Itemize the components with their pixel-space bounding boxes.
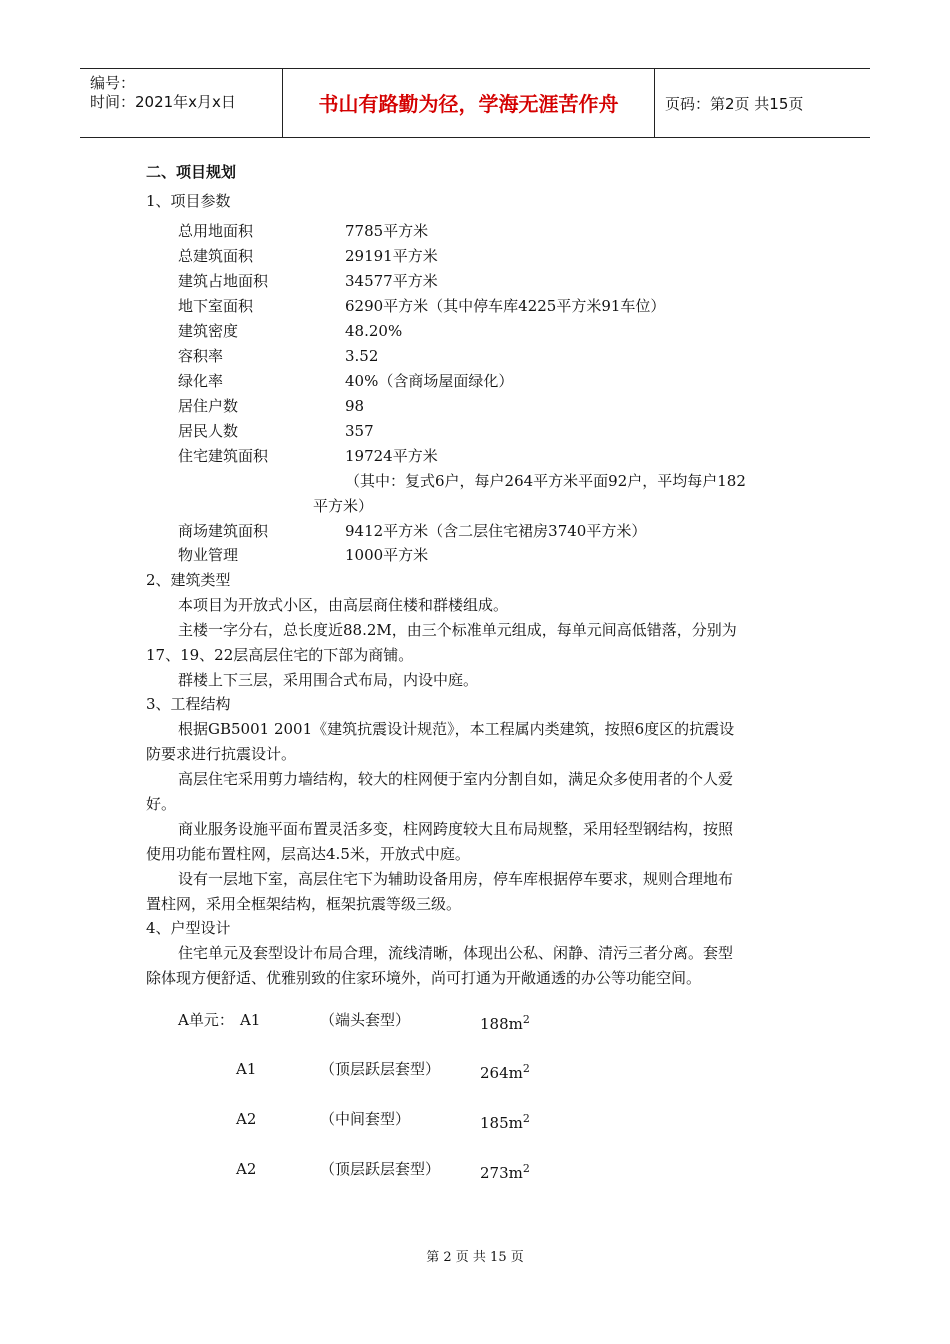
paragraph: 群楼上下三层，采用围合式布局，内设中庭。 (178, 671, 479, 689)
paragraph: 本项目为开放式小区，由高层商住楼和群楼组成。 (178, 596, 509, 614)
unit-area-exponent: 2 (522, 1162, 530, 1175)
paragraph: 根据GB5001 2001《建筑抗震设计规范》，本工程属内类建筑，按照6度区的抗震设 (178, 720, 735, 738)
unit-code: A1 (236, 1060, 257, 1078)
unit-area-value: 264m (480, 1064, 523, 1082)
param-name: 建筑占地面积 (178, 272, 269, 290)
param-value: 3.52 (345, 347, 379, 365)
subsection-title-building-type: 2、建筑类型 (146, 571, 231, 589)
param-value: 6290平方米（其中停车库4225平方米91车位） (345, 297, 666, 315)
page-footer: 第 2 页 共 15 页 (426, 1250, 524, 1265)
subsection-title-unit-design: 4、户型设计 (146, 919, 231, 937)
param-name: 总建筑面积 (178, 247, 254, 265)
param-value: 1000平方米 (345, 546, 429, 564)
subsection-title-params: 1、项目参数 (146, 192, 231, 210)
param-name: 绿化率 (178, 372, 224, 390)
paragraph-cont: 除体现方便舒适、优雅别致的住家环境外，尚可打通为开敞通透的办公等功能空间。 (146, 969, 702, 987)
unit-area-value: 273m (480, 1164, 523, 1182)
param-value: 7785平方米 (345, 222, 429, 240)
subsection-title-structure: 3、工程结构 (146, 695, 231, 713)
unit-type: （顶层跃层套型） (320, 1060, 441, 1078)
section-title: 二、项目规划 (146, 163, 237, 181)
paragraph: 设有一层地下室，高层住宅下为辅助设备用房，停车库根据停车要求，规则合理地布 (178, 870, 734, 888)
param-value: 19724平方米 (345, 447, 438, 465)
param-name: 物业管理 (178, 546, 239, 564)
unit-prefix: A单元： (178, 1011, 234, 1029)
param-value: 34577平方米 (345, 272, 438, 290)
param-name: 总用地面积 (178, 222, 254, 240)
param-value: 357 (345, 422, 374, 440)
paragraph-cont: 置柱网，采用全框架结构，框架抗震等级三级。 (146, 895, 462, 913)
paragraph-cont: 好。 (146, 795, 177, 813)
unit-code: A2 (236, 1160, 257, 1178)
unit-area-exponent: 2 (522, 1013, 530, 1026)
param-name: 建筑密度 (178, 322, 239, 340)
unit-type: （端头套型） (320, 1011, 411, 1029)
paragraph: 商业服务设施平面布置灵活多变，柱网跨度较大且布局规整，采用轻型钢结构，按照 (178, 820, 734, 838)
paragraph-cont: 防要求进行抗震设计。 (146, 745, 297, 763)
unit-area-value: 188m (480, 1015, 523, 1033)
unit-code: A2 (236, 1110, 257, 1128)
param-name: 地下室面积 (178, 297, 254, 315)
param-name: 住宅建筑面积 (178, 447, 269, 465)
unit-area (480, 1159, 530, 1183)
page-header (80, 68, 870, 138)
param-value: 98 (345, 397, 365, 415)
param-name: 居民人数 (178, 422, 239, 440)
paragraph-cont: 17、19、22层高层住宅的下部为商铺。 (146, 646, 414, 664)
unit-area-exponent: 2 (522, 1062, 530, 1075)
param-name: 容积率 (178, 347, 224, 365)
document-number-label: 编号： (90, 74, 136, 92)
param-value: 48.20% (345, 322, 403, 340)
paragraph-cont: 使用功能布置柱网，层高达4.5米，开放式中庭。 (146, 845, 470, 863)
param-value: 9412平方米（含二层住宅裙房3740平方米） (345, 522, 647, 540)
unit-area (480, 1059, 530, 1083)
param-value: 29191平方米 (345, 247, 438, 265)
unit-area-value: 185m (480, 1114, 523, 1132)
header-page-number: 页码：第2页 共15页 (665, 95, 804, 113)
document-time-label: 时间：2021年x月x日 (90, 93, 236, 111)
residential-note: （其中：复式6户，每户264平方米平面92户，平均每户182 (345, 472, 746, 490)
paragraph: 主楼一字分右，总长度近88.2M，由三个标准单元组成，每单元间高低错落，分别为 (178, 621, 737, 639)
unit-area (480, 1010, 530, 1034)
unit-area (480, 1109, 530, 1133)
unit-area-exponent: 2 (522, 1112, 530, 1125)
header-meta-cell (80, 69, 283, 137)
paragraph: 高层住宅采用剪力墙结构，较大的柱网便于室内分割自如，满足众多使用者的个人爱 (178, 770, 734, 788)
unit-type: （中间套型） (320, 1110, 411, 1128)
paragraph: 住宅单元及套型设计布局合理，流线清晰，体现出公私、闲静、清污三者分离。套型 (178, 944, 734, 962)
residential-note-cont: 平方米） (313, 497, 374, 515)
unit-code: A1 (240, 1011, 261, 1029)
param-name: 居住户数 (178, 397, 239, 415)
unit-type: （顶层跃层套型） (320, 1160, 441, 1178)
param-name: 商场建筑面积 (178, 522, 269, 540)
param-value: 40%（含商场屋面绿化） (345, 372, 514, 390)
header-motto: 书山有路勤为径，学海无涯苦作舟 (283, 69, 655, 137)
